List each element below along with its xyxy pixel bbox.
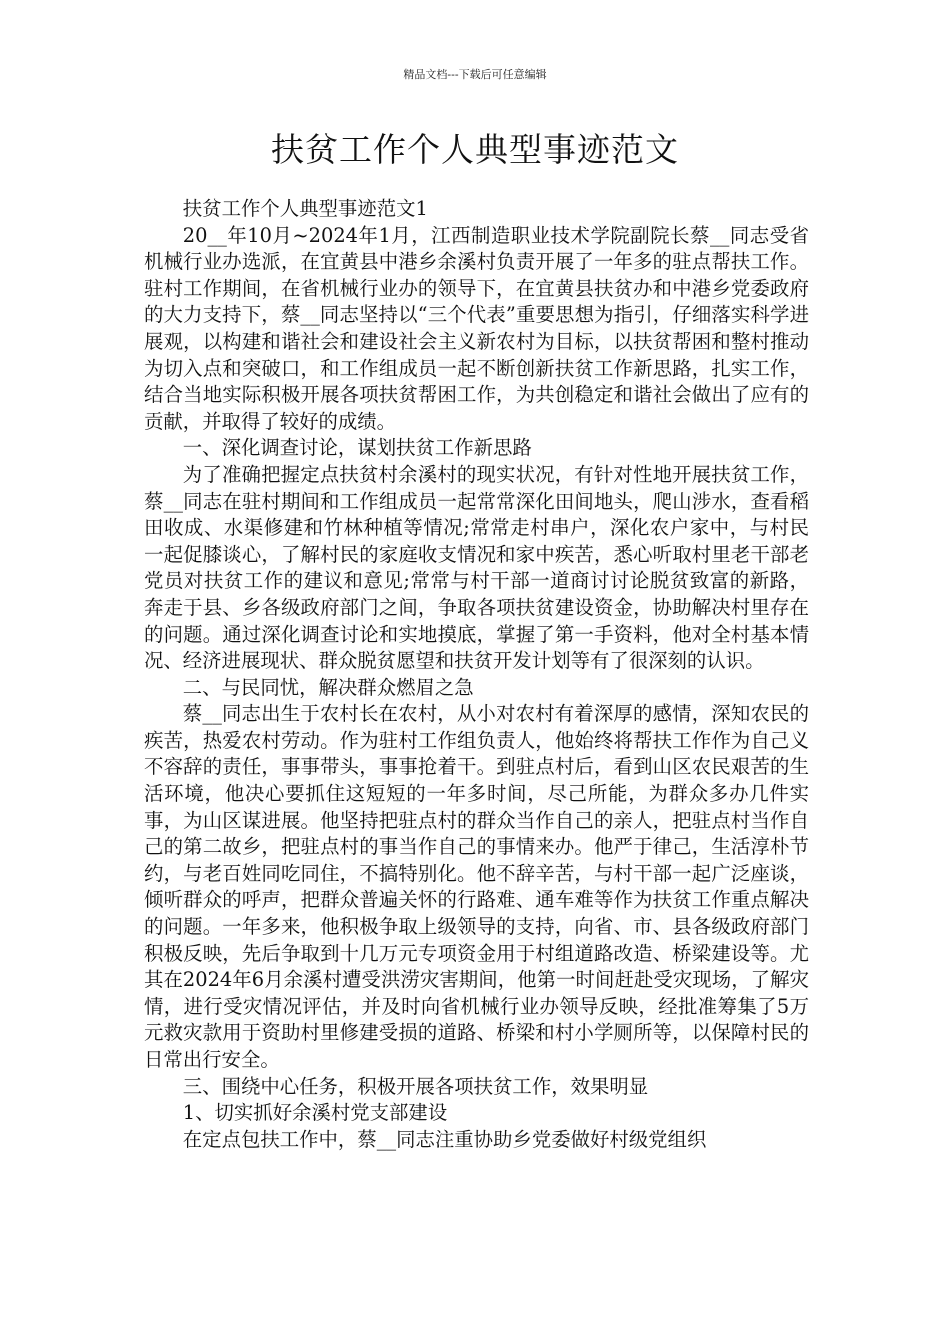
section-paragraph-1: 为了准确把握定点扶贫村余溪村的现实状况，有针对性地开展扶贫工作，蔡__同志在驻村期间和工作组成员一起常常深化田间地头，爬山涉水，查看稻田收成、水渠修建和竹林种植等情况;常常走村串户，深化农户家中，与村民一起促膝谈心，了解村民的家庭收支情况和家中疾苦，悉心听取村里老干部老党员对扶贫工作的建议和意见;常常与村干部一道商讨讨论脱贫致富的新路，奔走于县、乡各级政府部门之间，争取各项扶贫建设资金，协助解决村里存在的问题。通过深化调查讨论和实地摸底，掌握了第一手资料，他对全村基本情况、经济进展现状、群众脱贫愿望和扶贫开发计划等有了很深刻的认识。 [144, 462, 809, 673]
document-body [144, 196, 809, 1153]
document-title: 扶贫工作个人典型事迹范文 [271, 130, 679, 169]
intro-paragraph: 20__年10月~2024年1月，江西制造职业技术学院副院长蔡__同志受省机械行业办选派，在宜黄县中港乡余溪村负责开展了一年多的驻点帮扶工作。驻村工作期间，在省机械行业办的领导下，在宜黄县扶贫办和中港乡党委政府的大力支持下，蔡__同志坚持以“三个代表”重要思想为指引，仔细落实科学进展观，以构建和谐社会和建设社会主义新农村为目标，以扶贫帮困和整村推动为切入点和突破口，和工作组成员一起不断创新扶贫工作新思路，扎实工作，结合当地实际积极开展各项扶贫帮困工作，为共创稳定和谐社会做出了应有的贡献，并取得了较好的成绩。 [144, 223, 809, 433]
section-paragraph-2: 蔡__同志出生于农村长在农村，从小对农村有着深厚的感情，深知农民的疾苦，热爱农村劳动。作为驻村工作组负责人，他始终将帮扶工作作为自己义不容辞的责任，事事带头，事事抢着干。到驻点村后，看到山区农民艰苦的生活环境，他决心要抓住这短短的一年多时间，尽己所能，为群众多办几件实事，为山区谋进展。他坚持把驻点村的群众当作自己的亲人，把驻点村当作自己的第二故乡，把驻点村的事当作自己的事情来办。他严于律己，生活淳朴节约，与老百姓同吃同住，不搞特别化。他不辞辛苦，与村干部一起广泛座谈，倾听群众的呼声，把群众普遍关怀的行路难、通车难等作为扶贫工作重点解决的问题。一年多来，他积极争取上级领导的支持，向省、市、县各级政府部门积极反映，先后争取到十几万元专项资金用于村组道路改造、桥梁建设等。尤其在2024年6月余溪村遭受洪涝灾害期间，他第一时间赶赴受灾现场，了解灾情，进行受灾情况评估，并及时向省机械行业办领导反映，经批准筹集了5万元救灾款用于资助村里修建受损的道路、桥梁和村小学厕所等，以保障村民的日常出行安全。 [144, 702, 809, 1071]
header-note: 精品文档---下载后可任意编辑 [403, 68, 547, 81]
section-heading-1: 一、深化调查讨论，谋划扶贫工作新思路 [182, 436, 532, 460]
subsection-heading-1: 1、切实抓好余溪村党支部建设 [182, 1101, 448, 1125]
section-heading-3: 三、围绕中心任务，积极开展各项扶贫工作，效果明显 [182, 1074, 649, 1098]
section-heading-2: 二、与民同忧，解决群众燃眉之急 [182, 675, 474, 699]
subsection-paragraph-1: 在定点包扶工作中，蔡__同志注重协助乡党委做好村级党组织 [182, 1127, 707, 1151]
subtitle-paragraph: 扶贫工作个人典型事迹范文1 [182, 197, 428, 220]
